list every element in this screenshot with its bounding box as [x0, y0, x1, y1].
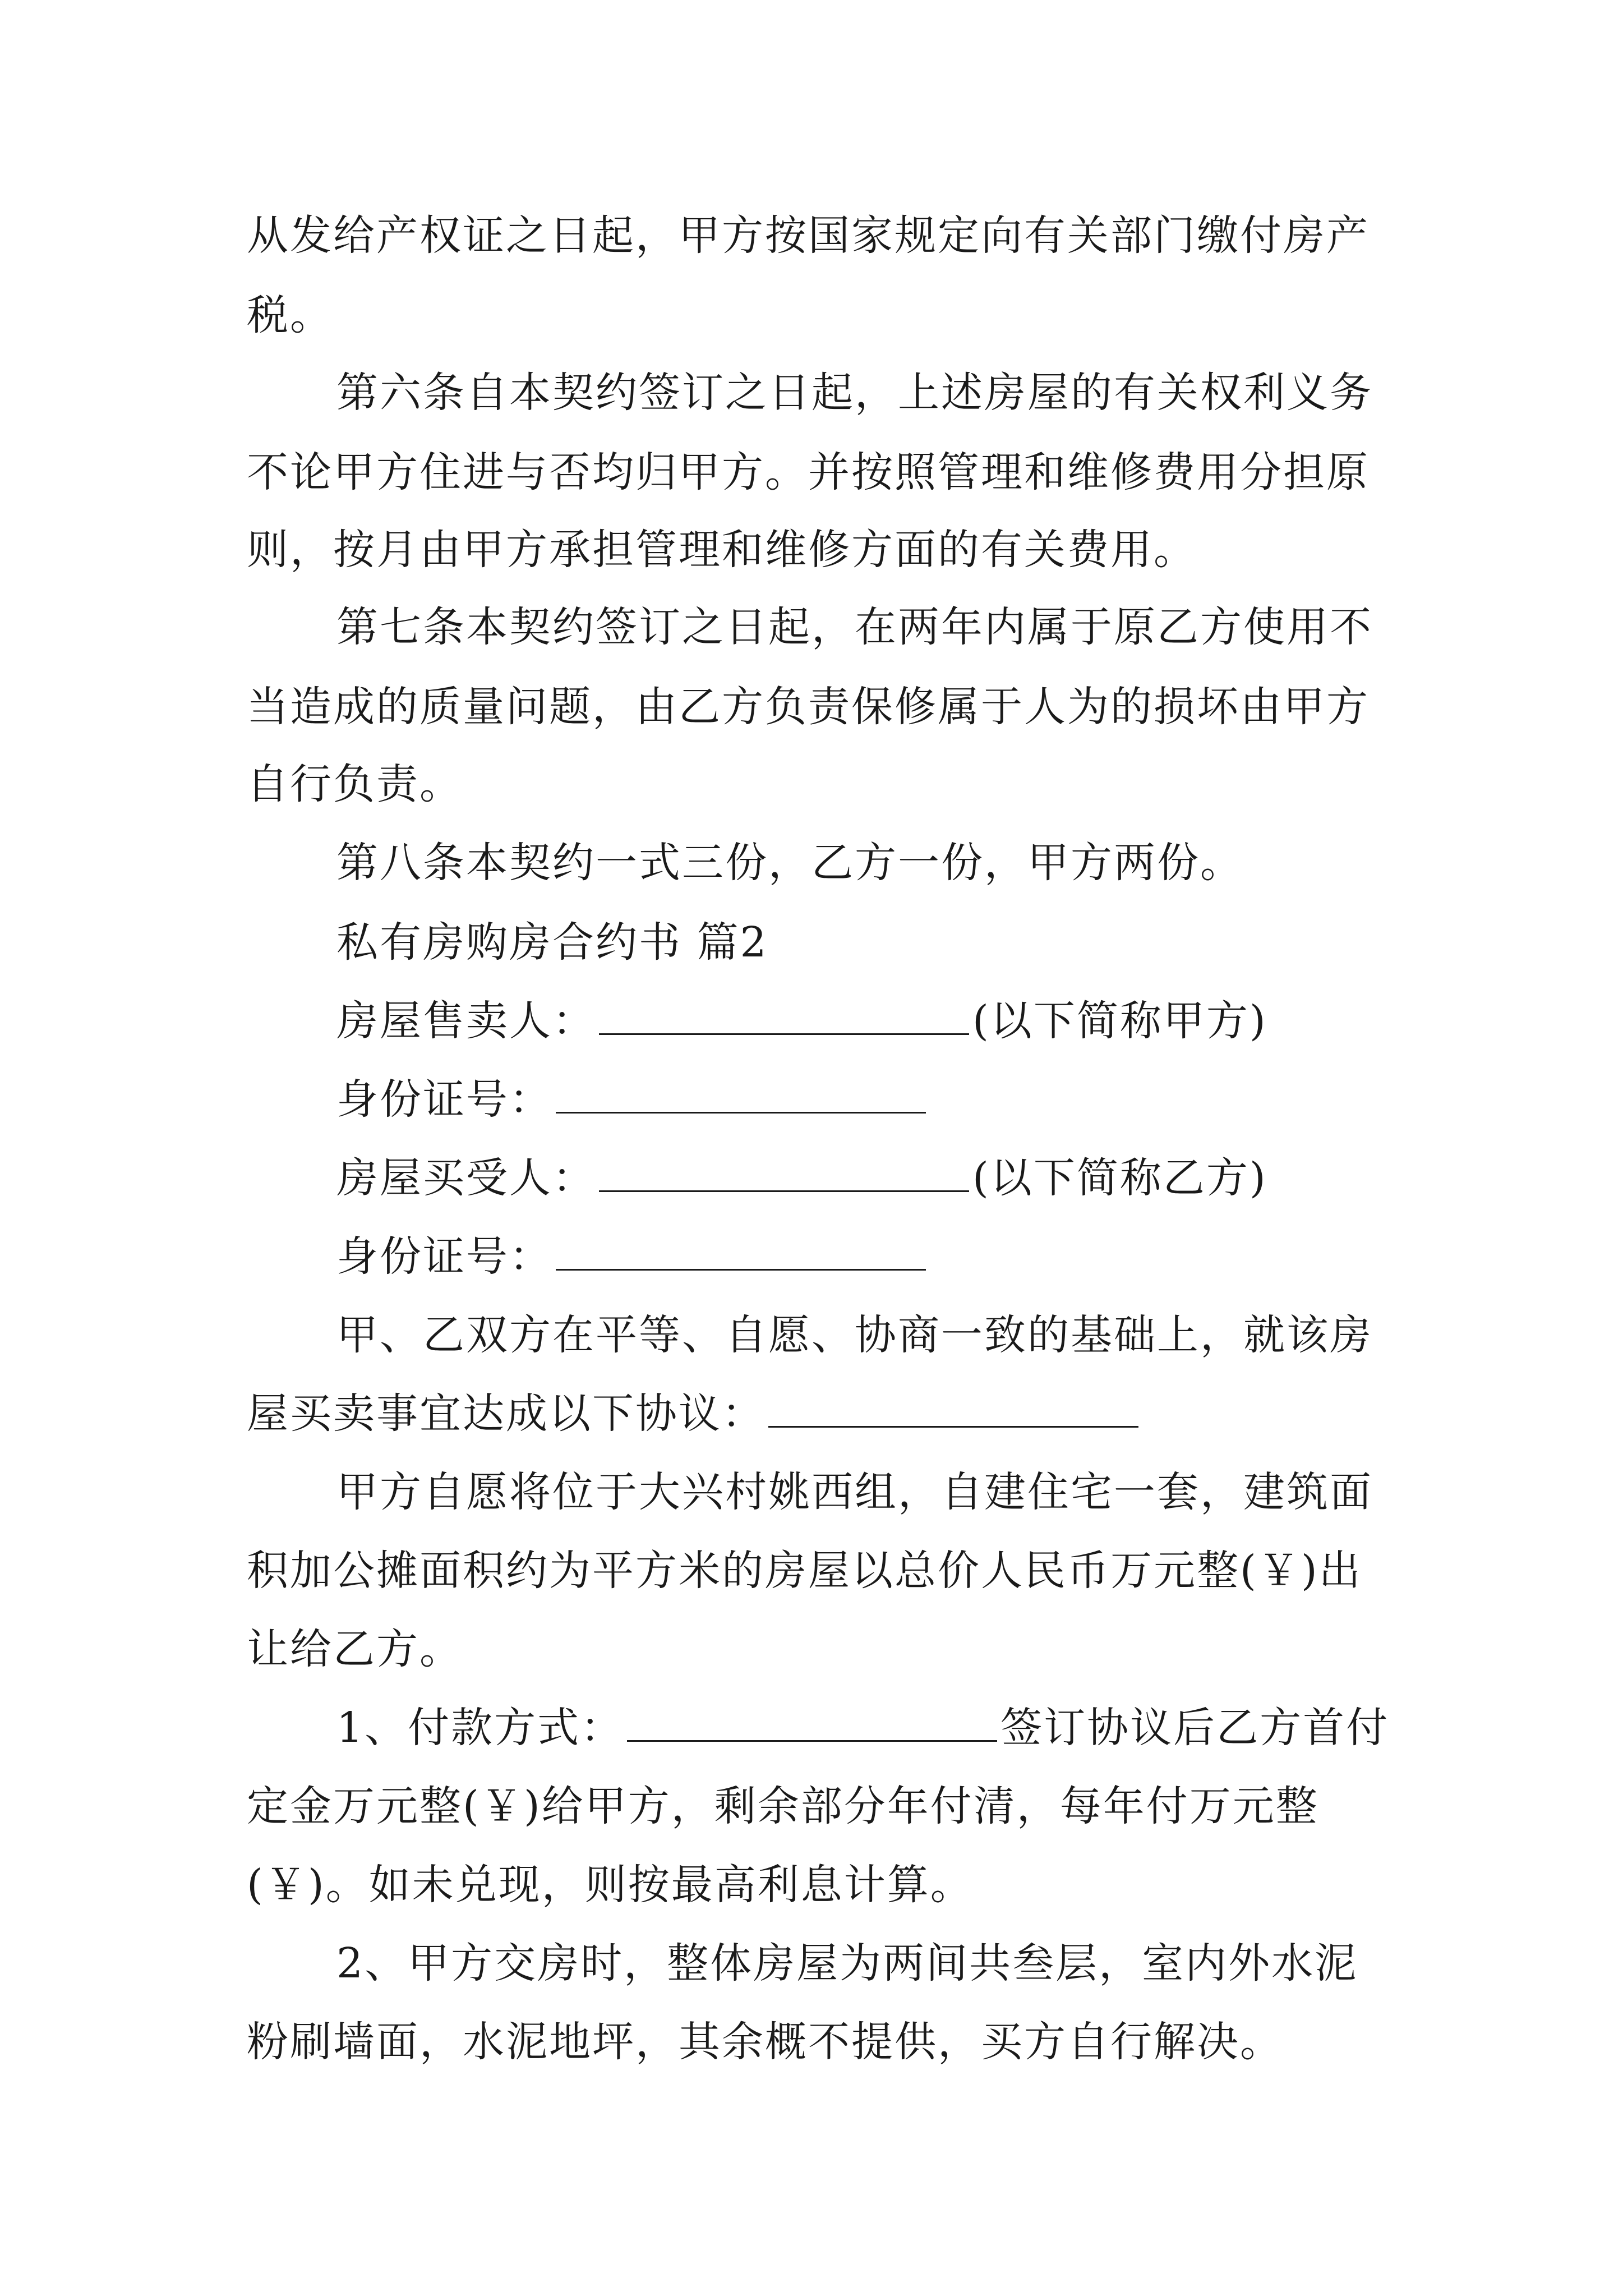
seller-note: (以下简称甲方)	[972, 997, 1267, 1045]
paragraph-line: 甲方自愿将位于大兴村姚西组，自建住宅一套，建筑面	[336, 1468, 1373, 1516]
paragraph-line: 则，按月由甲方承担管理和维修方面的有关费用。	[247, 526, 1197, 574]
paragraph-line: 第七条本契约签订之日起，在两年内属于原乙方使用不	[336, 603, 1373, 651]
paragraph-line: 从发给产权证之日起，甲方按国家规定向有关部门缴付房产	[247, 211, 1370, 260]
paragraph-line: 甲、乙双方在平等、自愿、协商一致的基础上，就该房	[336, 1311, 1373, 1359]
paragraph-line: 当造成的质量问题，由乙方负责保修属于人为的损坏由甲方	[247, 683, 1370, 731]
buyer-note: (以下简称乙方)	[972, 1154, 1267, 1202]
buyer-label: 房屋买受人：	[336, 1154, 596, 1202]
paragraph-line: 不论甲方住进与否均归甲方。并按照管理和维修费用分担原	[247, 448, 1370, 496]
form-line-buyer-id	[336, 1226, 1481, 1287]
paragraph-line: 第六条自本契约签订之日起，上述房屋的有关权利义务	[336, 369, 1373, 417]
paragraph-line: (￥)。如未兑现，则按最高利息计算。	[247, 1861, 974, 1909]
paragraph-line: 税。	[247, 291, 333, 339]
paragraph-line: 定金万元整(￥)给甲方，剩余部分年付清，每年付万元整	[247, 1782, 1319, 1830]
seller-id-label: 身份证号：	[336, 1075, 552, 1124]
form-line-seller-id	[336, 1069, 1481, 1130]
paragraph-line: 粉刷墙面，水泥地坪，其余概不提供，买方自行解决。	[247, 2018, 1283, 2066]
seller-id-blank	[556, 1073, 926, 1114]
payment-line	[336, 1697, 1481, 1759]
buyer-blank	[599, 1151, 969, 1192]
paragraph-line: 积加公摊面积约为平方米的房屋以总价人民币万元整(￥)出	[247, 1547, 1362, 1595]
payment-label: 1、付款方式：	[336, 1704, 624, 1752]
paragraph-line: 自行负责。	[247, 760, 463, 808]
section-heading: 私有房购房合约书 篇2	[336, 918, 768, 967]
paragraph-line: 2、甲方交房时，整体房屋为两间共叁层，室内外水泥	[336, 1939, 1358, 1987]
buyer-id-label: 身份证号：	[336, 1232, 552, 1281]
payment-text: 签订协议后乙方首付	[1000, 1704, 1390, 1752]
paragraph-line: 第八条本契约一式三份，乙方一份，甲方两份。	[336, 839, 1243, 887]
buyer-id-blank	[556, 1230, 926, 1271]
agreement-text: 屋买卖事宜达成以下协议：	[247, 1389, 765, 1438]
seller-blank	[599, 994, 969, 1035]
seller-label: 房屋售卖人：	[336, 997, 596, 1045]
paragraph-line: 让给乙方。	[247, 1625, 463, 1673]
paragraph-line-with-blank	[247, 1383, 1391, 1444]
payment-blank	[627, 1701, 997, 1742]
agreement-blank	[768, 1387, 1138, 1428]
form-line-buyer	[336, 1147, 1481, 1209]
form-line-seller	[336, 990, 1481, 1052]
